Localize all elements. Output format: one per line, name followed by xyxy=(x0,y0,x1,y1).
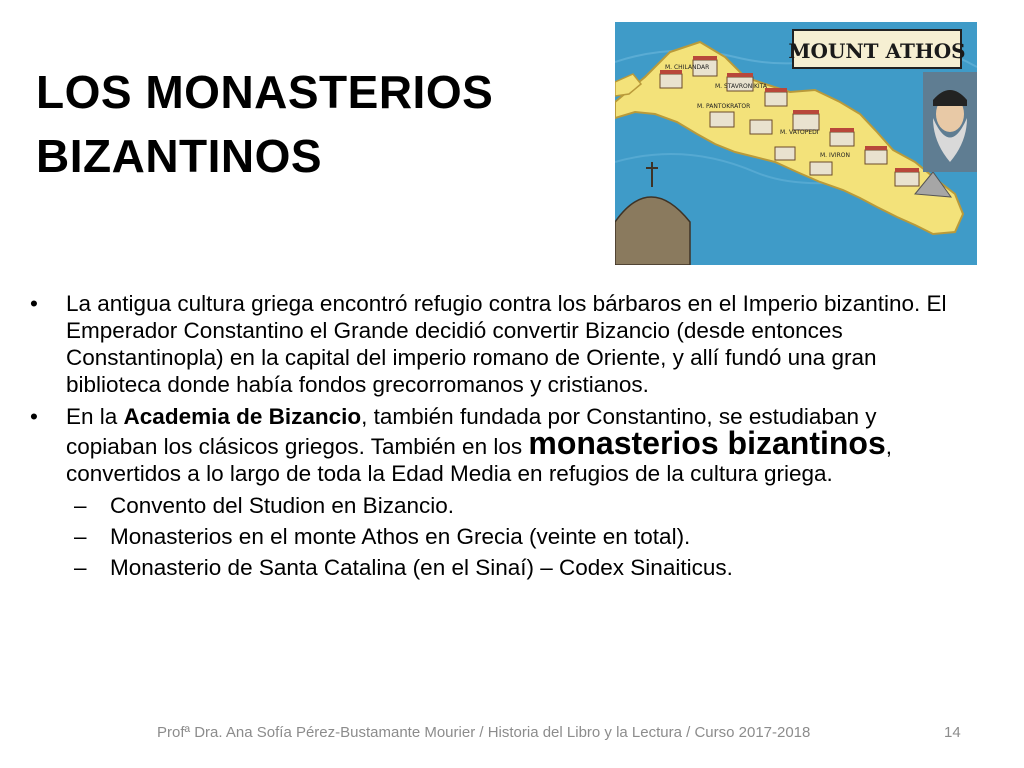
map-label-1: M. CHILANDAR xyxy=(665,64,710,71)
slide-title xyxy=(36,60,596,188)
slide-body xyxy=(30,290,970,585)
slide-title-line-1: LOS MONASTERIOS xyxy=(36,66,494,118)
map-label-4: M. VATOPEDI xyxy=(780,129,819,136)
map-label-3: M. PANTOKRATOR xyxy=(697,103,751,110)
footer-credit: Profª Dra. Ana Sofía Pérez-Bustamante Mourier / Historia del Libro y la Lectura / Curso 2017-2018 xyxy=(157,724,811,741)
sub-bullet-item xyxy=(30,523,970,550)
slide-title-line-2: BIZANTINOS xyxy=(36,130,323,182)
bullet-text-bold: Academia de Bizancio xyxy=(123,404,362,429)
sub-bullet-item xyxy=(30,554,970,581)
bullet-list xyxy=(30,290,970,581)
bullet-item xyxy=(30,290,970,398)
map-label-5: M. IVIRON xyxy=(820,152,851,159)
bullet-text-pre: En la xyxy=(66,404,124,429)
page-number: 14 xyxy=(944,724,961,741)
map-banner-text: MOUNT ATHOS xyxy=(788,39,966,63)
sub-bullet-marker: – xyxy=(74,555,87,580)
bullet-marker: • xyxy=(30,404,38,429)
sub-bullet-item xyxy=(30,492,970,519)
sub-bullet-text: Monasterio de Santa Catalina (en el Sinaí) – Codex Sinaiticus. xyxy=(110,555,733,580)
map-label-2: M. STAVRONIKITA xyxy=(715,83,767,90)
bullet-text-mid: , también fundada por Constantino, se estudiaban y copiaban los clásicos griegos. También en los xyxy=(66,404,877,459)
bullet-text-emphasis: monasterios bizantinos xyxy=(528,425,886,461)
sub-bullet-marker: – xyxy=(74,493,87,518)
bullet-text-post: , convertidos a lo largo de toda la Edad Media en refugios de la cultura griega. xyxy=(66,434,893,486)
bullet-text: La antigua cultura griega encontró refugio contra los bárbaros en el Imperio bizantino. El Emperador Constantino el Grande decidió convertir Bizancio (desde entonces Constantinopla) en la capital del imperio romano de Oriente, y allí fundó una gran biblioteca donde había fondos grecorromanos y cristianos. xyxy=(66,291,947,397)
mount-athos-map-image xyxy=(615,22,977,265)
bullet-item xyxy=(30,403,970,487)
sub-bullet-text: Convento del Studion en Bizancio. xyxy=(110,493,454,518)
bullet-marker: • xyxy=(30,291,38,316)
sub-bullet-marker: – xyxy=(74,524,87,549)
sub-bullet-text: Monasterios en el monte Athos en Grecia (veinte en total). xyxy=(110,524,691,549)
